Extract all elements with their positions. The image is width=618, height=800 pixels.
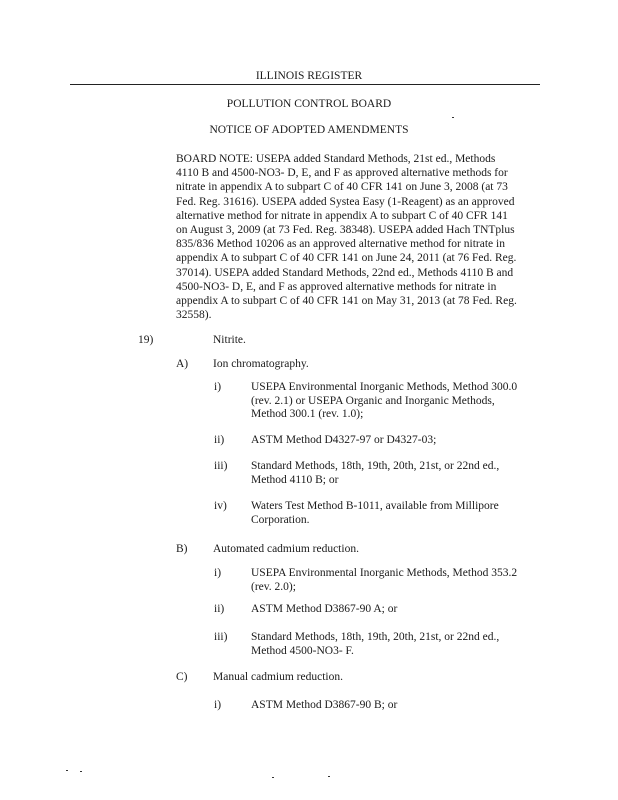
item-text	[251, 434, 436, 448]
board-note-line: alternative method for nitrate in appendix A to subpart C of 40 CFR 141	[176, 209, 508, 222]
item-line: Method 4110 B; or	[251, 473, 339, 486]
item-label: i)	[214, 381, 222, 393]
board-note-line: BOARD NOTE: USEPA added Standard Methods, 21st ed., Methods	[176, 153, 496, 165]
board-note-line: 835/836 Method 10206 as an approved alternative method for nitrate in	[176, 238, 505, 251]
item-line: USEPA Environmental Inorganic Methods, Method 353.2	[251, 567, 518, 579]
item-text	[251, 567, 517, 594]
subsection-title: Automated cadmium reduction.	[213, 543, 359, 555]
item-label: iii)	[214, 631, 228, 643]
board-note-line: 37014). USEPA added Standard Methods, 22nd ed., Methods 4110 B and	[176, 266, 514, 279]
item-label: iii)	[214, 460, 228, 472]
item-line: USEPA Environmental Inorganic Methods, Method 300.0	[251, 381, 518, 393]
item-line: Waters Test Method B-1011, available from Millipore	[251, 500, 499, 512]
item-line: (rev. 2.0);	[251, 580, 296, 593]
item-label: i)	[214, 567, 222, 579]
board-note-line: on August 3, 2009 (at 73 Fed. Reg. 38348). USEPA added Hach TNTplus	[176, 224, 515, 237]
board-title: POLLUTION CONTROL BOARD	[226, 98, 392, 110]
item-label: i)	[214, 699, 222, 711]
board-note-line: 32558).	[176, 309, 212, 322]
scan-speck	[452, 117, 454, 118]
item-text	[251, 699, 397, 713]
board-note-line: Fed. Reg. 31616). USEPA added Systea Easy (1-Reagent) as an approved	[176, 195, 515, 208]
board-note-line: 4500-NO3- D, E, and F as approved alternative methods for nitrate in	[176, 280, 497, 293]
item-text	[251, 460, 499, 487]
scan-speck	[66, 770, 68, 771]
board-note-line: appendix A to subpart C of 40 CFR 141 on June 24, 2011 (at 76 Fed. Reg.	[176, 252, 517, 265]
item-line: Method 300.1 (rev. 1.0);	[251, 408, 364, 420]
item-label: ii)	[214, 603, 225, 615]
item-line: Method 4500-NO3- F.	[251, 644, 354, 657]
subsection-title: Manual cadmium reduction.	[213, 671, 343, 683]
item-text	[251, 381, 517, 422]
subsection-label: B)	[176, 543, 188, 555]
scan-speck	[328, 776, 330, 777]
item-line: (rev. 2.1) or USEPA Organic and Inorganic Methods,	[251, 394, 495, 407]
scan-speck	[80, 771, 82, 772]
item-label: iv)	[214, 500, 227, 512]
item-line: ASTM Method D3867-90 A; or	[251, 603, 398, 615]
item-text	[251, 500, 499, 527]
item-line: ASTM Method D3867-90 B; or	[251, 699, 398, 711]
header-rule	[70, 84, 540, 85]
item-label: ii)	[214, 434, 225, 446]
item-line: Standard Methods, 18th, 19th, 20th, 21st, or 22nd ed.,	[251, 631, 500, 643]
notice-title: NOTICE OF ADOPTED AMENDMENTS	[209, 124, 409, 136]
board-note-line: appendix A to subpart C of 40 CFR 141 on May 31, 2013 (at 78 Fed. Reg.	[176, 295, 517, 308]
subsection-label: A)	[176, 358, 189, 370]
item-text	[251, 603, 397, 617]
board-note	[176, 152, 517, 322]
subsection-label: C)	[176, 671, 188, 683]
register-title: ILLINOIS REGISTER	[255, 70, 363, 82]
item-line: Corporation.	[251, 513, 310, 526]
board-note-line: nitrate in appendix A to subpart C of 40 CFR 141 on June 3, 2008 (at 73	[176, 181, 508, 194]
item-line: ASTM Method D4327-97 or D4327-03;	[251, 434, 437, 446]
item-line: Standard Methods, 18th, 19th, 20th, 21st, or 22nd ed.,	[251, 460, 500, 472]
scan-speck	[272, 777, 274, 778]
board-note-line: 4110 B and 4500-NO3- D, E, and F as approved alternative methods for	[176, 167, 508, 180]
section-title: Nitrite.	[213, 334, 246, 346]
subsection-title: Ion chromatography.	[213, 358, 309, 370]
item-text	[251, 631, 499, 658]
section-number: 19)	[138, 334, 154, 346]
